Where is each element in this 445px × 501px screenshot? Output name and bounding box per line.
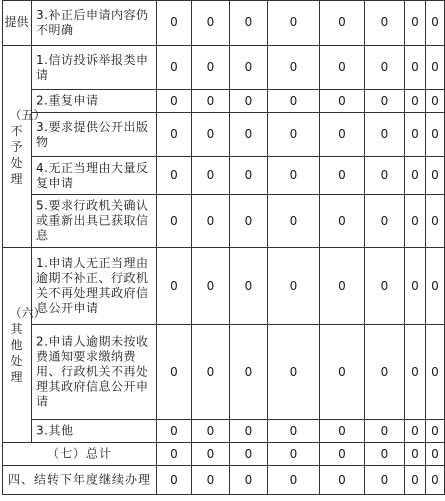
value-cell: 0	[365, 157, 405, 195]
value-cell: 0	[426, 0, 445, 46]
row-label	[2, 466, 157, 495]
value-cell: 0	[426, 325, 445, 420]
value-cell: 0	[320, 466, 365, 495]
value-cell: 0	[268, 157, 320, 195]
value-cell: 0	[365, 90, 405, 113]
row-label	[32, 195, 157, 248]
row-label-text: （七）总计	[46, 446, 112, 461]
value-cell: 0	[320, 443, 365, 466]
row-label	[32, 0, 157, 46]
value-cell: 0	[192, 248, 230, 325]
value-cell: 0	[268, 325, 320, 420]
value-cell: 0	[230, 325, 268, 420]
value-cell: 0	[157, 195, 192, 248]
value-cell: 0	[405, 443, 426, 466]
value-cell: 0	[192, 46, 230, 90]
value-cell: 0	[405, 325, 426, 420]
row-label	[32, 420, 157, 443]
row-label-text: 4.无正当理由大量反复申请	[36, 160, 149, 190]
value-cell: 0	[157, 420, 192, 443]
row-label	[32, 90, 157, 113]
value-cell: 0	[365, 46, 405, 90]
value-cell: 0	[405, 157, 426, 195]
value-cell: 0	[405, 113, 426, 157]
row-label-text: 1.申请人无正当理由逾期不补正、行政机关不再处理其政府信息公开申请	[36, 256, 149, 315]
value-cell: 0	[320, 157, 365, 195]
value-cell: 0	[157, 90, 192, 113]
value-cell: 0	[268, 248, 320, 325]
value-cell: 0	[192, 443, 230, 466]
value-cell: 0	[405, 46, 426, 90]
value-cell: 0	[365, 195, 405, 248]
value-cell: 0	[320, 420, 365, 443]
value-cell: 0	[365, 248, 405, 325]
value-cell: 0	[230, 248, 268, 325]
value-cell: 0	[405, 466, 426, 495]
value-cell: 0	[230, 195, 268, 248]
value-cell: 0	[365, 325, 405, 420]
value-cell: 0	[230, 0, 268, 46]
value-cell: 0	[426, 443, 445, 466]
value-cell: 0	[192, 195, 230, 248]
value-cell: 0	[268, 0, 320, 46]
value-cell: 0	[426, 420, 445, 443]
section-label-prev_tail	[2, 0, 32, 46]
row-label-text: 四、结转下年度继续办理	[7, 472, 151, 487]
value-cell: 0	[157, 0, 192, 46]
value-cell: 0	[405, 420, 426, 443]
value-cell: 0	[320, 248, 365, 325]
value-cell: 0	[230, 90, 268, 113]
value-cell: 0	[405, 0, 426, 46]
value-cell: 0	[192, 420, 230, 443]
value-cell: 0	[157, 325, 192, 420]
value-cell: 0	[157, 248, 192, 325]
value-cell: 0	[230, 113, 268, 157]
section-label-s6	[2, 248, 46, 443]
value-cell: 0	[268, 420, 320, 443]
section-text: （六）其他处理	[9, 306, 46, 384]
value-cell: 0	[320, 90, 365, 113]
value-cell: 0	[268, 46, 320, 90]
row-label	[32, 46, 157, 90]
section-text: 提供	[4, 15, 29, 29]
value-cell: 0	[320, 195, 365, 248]
row-label	[32, 325, 157, 420]
value-cell: 0	[365, 466, 405, 495]
value-cell: 0	[192, 90, 230, 113]
value-cell: 0	[230, 420, 268, 443]
row-label-text: 2.申请人逾期未按收费通知要求缴纳费用、行政机关不再处理其政府信息公开申请	[36, 334, 149, 409]
value-cell: 0	[230, 443, 268, 466]
row-label-text: 3.要求提供公开出版物	[36, 119, 149, 149]
row-label	[32, 157, 157, 195]
value-cell: 0	[426, 46, 445, 90]
value-cell: 0	[320, 113, 365, 157]
row-label	[2, 443, 157, 466]
value-cell: 0	[320, 46, 365, 90]
value-cell: 0	[192, 325, 230, 420]
section-label-s5	[2, 46, 46, 248]
value-cell: 0	[157, 466, 192, 495]
value-cell: 0	[192, 466, 230, 495]
value-cell: 0	[365, 0, 405, 46]
value-cell: 0	[320, 325, 365, 420]
value-cell: 0	[192, 157, 230, 195]
value-cell: 0	[157, 46, 192, 90]
row-label	[32, 113, 157, 157]
value-cell: 0	[426, 195, 445, 248]
row-label-text: 5.要求行政机关确认或重新出具已获取信息	[36, 198, 149, 243]
value-cell: 0	[405, 90, 426, 113]
row-label	[32, 248, 157, 325]
value-cell: 0	[405, 195, 426, 248]
value-cell: 0	[365, 443, 405, 466]
value-cell: 0	[426, 90, 445, 113]
value-cell: 0	[365, 420, 405, 443]
value-cell: 0	[157, 157, 192, 195]
value-cell: 0	[192, 113, 230, 157]
row-label-text: 3.补正后申请内容仍不明确	[36, 7, 149, 37]
value-cell: 0	[426, 248, 445, 325]
row-label-text: 1.信访投诉举报类申请	[36, 52, 149, 82]
value-cell: 0	[268, 466, 320, 495]
value-cell: 0	[230, 46, 268, 90]
value-cell: 0	[157, 113, 192, 157]
value-cell: 0	[268, 195, 320, 248]
value-cell: 0	[365, 113, 405, 157]
row-label-text: 3.其他	[36, 423, 74, 438]
value-cell: 0	[320, 0, 365, 46]
value-cell: 0	[268, 443, 320, 466]
value-cell: 0	[426, 466, 445, 495]
value-cell: 0	[268, 90, 320, 113]
value-cell: 0	[230, 157, 268, 195]
value-cell: 0	[157, 443, 192, 466]
value-cell: 0	[192, 0, 230, 46]
section-text: （五）不予处理	[9, 107, 46, 186]
row-label-text: 2.重复申请	[36, 93, 99, 108]
value-cell: 0	[268, 113, 320, 157]
value-cell: 0	[426, 157, 445, 195]
value-cell: 0	[426, 113, 445, 157]
value-cell: 0	[405, 248, 426, 325]
value-cell: 0	[230, 466, 268, 495]
